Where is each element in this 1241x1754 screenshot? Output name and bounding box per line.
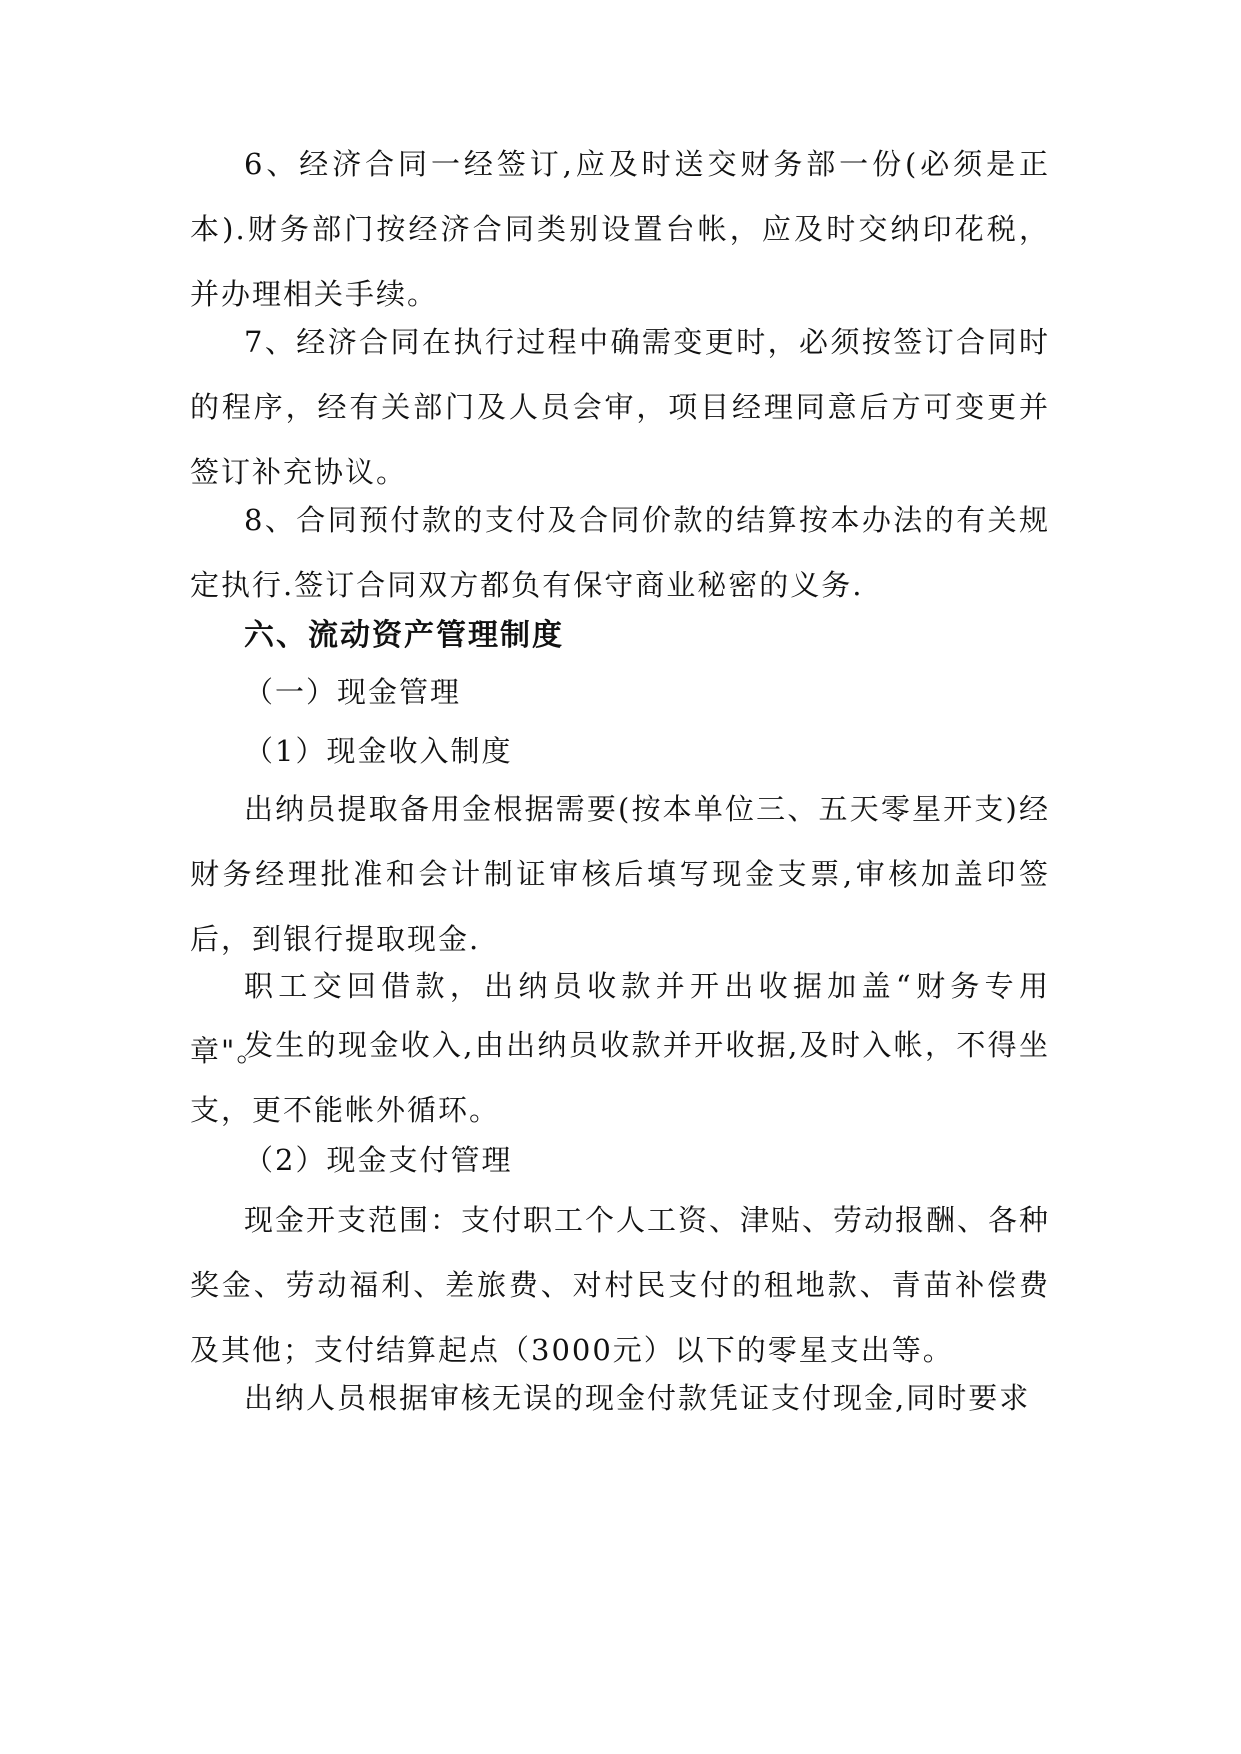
paragraph-text: 7、经济合同在执行过程中确需变更时，必须按签订合同时的程序，经有关部门及人员会审，项目经理同意后方可变更并签订补充协议。 bbox=[190, 325, 1050, 489]
sub-sub-heading-text: （1）现金收入制度 bbox=[244, 734, 513, 768]
paragraph-cash-withdraw bbox=[190, 777, 1050, 972]
paragraph-item-7 bbox=[190, 310, 1050, 505]
paragraph-text: 出纳人员根据审核无误的现金付款凭证支付现金,同时要求 bbox=[244, 1381, 1031, 1415]
paragraph-cash-scope bbox=[190, 1188, 1050, 1383]
sub-sub-heading-cash-payment bbox=[244, 1128, 1050, 1193]
paragraph-text: 6、经济合同一经签订,应及时送交财务部一份(必须是正本).财务部门按经济合同类别设置台帐，应及时交纳印花税，并办理相关手续。 bbox=[190, 147, 1050, 311]
sub-sub-heading-text: （2）现金支付管理 bbox=[244, 1143, 513, 1177]
sub-heading-text: （一）现金管理 bbox=[244, 675, 462, 709]
section-heading bbox=[244, 603, 1050, 668]
paragraph-text: 发生的现金收入,由出纳员收款并开收据,及时入帐，不得坐支，更不能帐外循环。 bbox=[190, 1028, 1050, 1127]
paragraph-item-6 bbox=[190, 132, 1050, 327]
paragraph-text: 8、合同预付款的支付及合同价款的结算按本办法的有关规定执行.签订合同双方都负有保守商业秘密的义务. bbox=[190, 503, 1050, 602]
sub-sub-heading-cash-income bbox=[244, 719, 1050, 784]
sub-heading-cash-management bbox=[244, 660, 1050, 725]
paragraph-item-8 bbox=[190, 488, 1050, 618]
paragraph-text: 职工交回借款，出纳员收款并开出收据加盖“财务专用章"。 bbox=[190, 969, 1050, 1068]
section-heading-text: 六、流动资产管理制度 bbox=[244, 618, 564, 653]
paragraph-cash-pay bbox=[190, 1366, 1050, 1431]
paragraph-cash-income bbox=[190, 1013, 1050, 1143]
paragraph-text: 出纳员提取备用金根据需要(按本单位三、五天零星开支)经财务经理批准和会计制证审核后填写现金支票,审核加盖印签后，到银行提取现金. bbox=[190, 792, 1050, 956]
paragraph-text: 现金开支范围：支付职工个人工资、津贴、劳动报酬、各种奖金、劳动福利、差旅费、对村民支付的租地款、青苗补偿费及其他；支付结算起点（3000元）以下的零星支出等。 bbox=[190, 1203, 1051, 1367]
